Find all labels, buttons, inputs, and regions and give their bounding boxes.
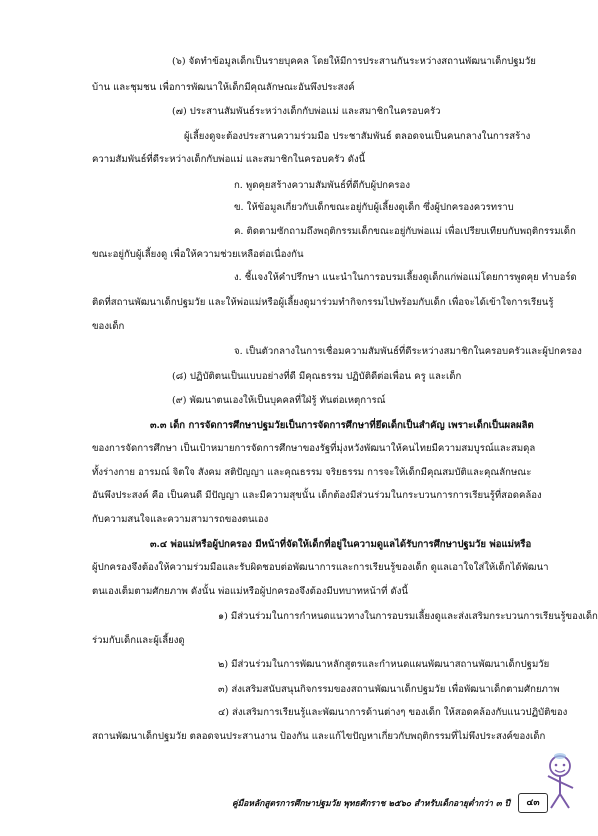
text-line: ขณะอยู่กับผู้เลี้ยงดู เพื่อให้ความช่วยเหลือต่อเนื่องกัน <box>92 249 304 260</box>
text-line: สถานพัฒนาเด็กปฐมวัย ตลอดจนประสานงาน ป้องกัน และแก้ไขปัญหาเกี่ยวกับพฤติกรรมที่ไม่พึงประสงค์ของเด็ก <box>92 731 546 742</box>
text-line: กับความสนใจและความสามารถของตนเอง <box>92 514 269 525</box>
text-line: ติดที่สถานพัฒนาเด็กปฐมวัย และให้พ่อแม่หรือผู้เลี้ยงดูมาร่วมทำกิจกรรมไปพร้อมกับเด็ก เพื่อจะได้เข้าใจการเรียนรู้ <box>92 297 554 308</box>
text-line: ผู้เลี้ยงดูจะต้องประสานความร่วมมือ ประชาสัมพันธ์ ตลอดจนเป็นคนกลางในการสร้าง <box>184 131 531 142</box>
text-line: ๑) มีส่วนร่วมในการกำหนดแนวทางในการอบรมเลี้ยงดูและส่งเสริมกระบวนการเรียนรู้ของเด็ก <box>218 611 598 622</box>
text-line: ตนเองเต็มตามศักยภาพ ดังนั้น พ่อแม่หรือผู้ปกครองจึงต้องมีบทบาทหน้าที่ ดังนี้ <box>92 586 408 597</box>
text-line: ๓.๓ เด็ก การจัดการศึกษาปฐมวัยเป็นการจัดการศึกษาที่ยึดเด็กเป็นสำคัญ เพราะเด็กเป็นผลผลิต <box>150 420 534 431</box>
text-line: ของเด็ก <box>92 321 125 332</box>
text-line: อันพึงประสงค์ คือ เป็นคนดี มีปัญญา และมีความสุขนั้น เด็กต้องมีส่วนร่วมในกระบวนการการเรียนรู้ที่สอดคล้อง <box>92 490 542 501</box>
text-line: ก. พูดคุยสร้างความสัมพันธ์ที่ดีกับผู้ปกครอง <box>234 180 411 191</box>
footer-title: คู่มือหลักสูตรการศึกษาปฐมวัย พุทธศักราช ๒๕๖๐ สำหรับเด็กอายุต่ำกว่า ๓ ปี <box>232 799 511 809</box>
text-line: ความสัมพันธ์ที่ดีระหว่างเด็กกับพ่อแม่ และสมาชิกในครอบครัว ดังนี้ <box>92 154 366 165</box>
page-number: ๔๓ <box>518 793 548 813</box>
mascot-icon <box>540 752 580 812</box>
text-line: ๓.๔ พ่อแม่หรือผู้ปกครอง มีหน้าที่จัดให้เด็กที่อยู่ในความดูแลได้รับการศึกษาปฐมวัย พ่อแม่หรือ <box>150 539 532 550</box>
text-line: (๗) ประสานสัมพันธ์ระหว่างเด็กกับพ่อแม่ และสมาชิกในครอบครัว <box>172 106 441 117</box>
text-line: (๘) ปฏิบัติตนเป็นแบบอย่างที่ดี มีคุณธรรม ปฏิบัติดีต่อเพื่อน ครู และเด็ก <box>172 371 462 382</box>
text-line: ผู้ปกครองจึงต้องให้ความร่วมมือและรับผิดชอบต่อพัฒนาการและการเรียนรู้ของเด็ก ดูแลเอาใจใส่ให้เด็กได้พัฒนา <box>92 562 549 573</box>
text-line: จ. เป็นตัวกลางในการเชื่อมความสัมพันธ์ที่ดีระหว่างสมาชิกในครอบครัวและผู้ปกครอง <box>234 346 582 357</box>
text-line: ง. ชี้แจงให้คำปรึกษา แนะนำในการอบรมเลี้ยงดูเด็กแก่พ่อแม่โดยการพูดคุย ทำบอร์ด <box>234 272 577 283</box>
text-line: ของการจัดการศึกษา เป็นเป้าหมายการจัดการศึกษาของรัฐที่มุ่งหวังพัฒนาให้คนไทยมีความสมบูรณ์และสมดุล <box>92 443 536 454</box>
text-line: ร่วมกับเด็กและผู้เลี้ยงดู <box>92 635 185 646</box>
text-line: (๖) จัดทำข้อมูลเด็กเป็นรายบุคคล โดยให้มีการประสานกันระหว่างสถานพัฒนาเด็กปฐมวัย <box>172 56 536 67</box>
text-line: ๔) ส่งเสริมการเรียนรู้และพัฒนาการด้านต่างๆ ของเด็ก ให้สอดคล้องกับแนวปฏิบัติของ <box>218 707 568 718</box>
text-line: ทั้งร่างกาย อารมณ์ จิตใจ สังคม สติปัญญา และคุณธรรม จริยธรรม การจะให้เด็กมีคุณสมบัติและคุณลักษณะ <box>92 467 532 478</box>
text-line: ข. ให้ข้อมูลเกี่ยวกับเด็กขณะอยู่กับผู้เลี้ยงดูเด็ก ซึ่งผู้ปกครองควรทราบ <box>234 202 514 213</box>
text-line: บ้าน และชุมชน เพื่อการพัฒนาให้เด็กมีคุณลักษณะอันพึงประสงค์ <box>92 82 355 93</box>
text-line: ค. ติดตามซักถามถึงพฤติกรรมเด็กขณะอยู่กับพ่อแม่ เพื่อเปรียบเทียบกับพฤติกรรมเด็ก <box>234 226 576 237</box>
text-line: (๙) พัฒนาตนเองให้เป็นบุคคลที่ใฝ่รู้ ทันต่อเหตุการณ์ <box>172 395 386 406</box>
text-line: ๒) มีส่วนร่วมในการพัฒนาหลักสูตรและกำหนดแผนพัฒนาสถานพัฒนาเด็กปฐมวัย <box>218 659 550 670</box>
text-line: ๓) ส่งเสริมสนับสนุนกิจกรรมของสถานพัฒนาเด็กปฐมวัย เพื่อพัฒนาเด็กตามศักยภาพ <box>218 684 560 695</box>
footer <box>232 792 550 812</box>
